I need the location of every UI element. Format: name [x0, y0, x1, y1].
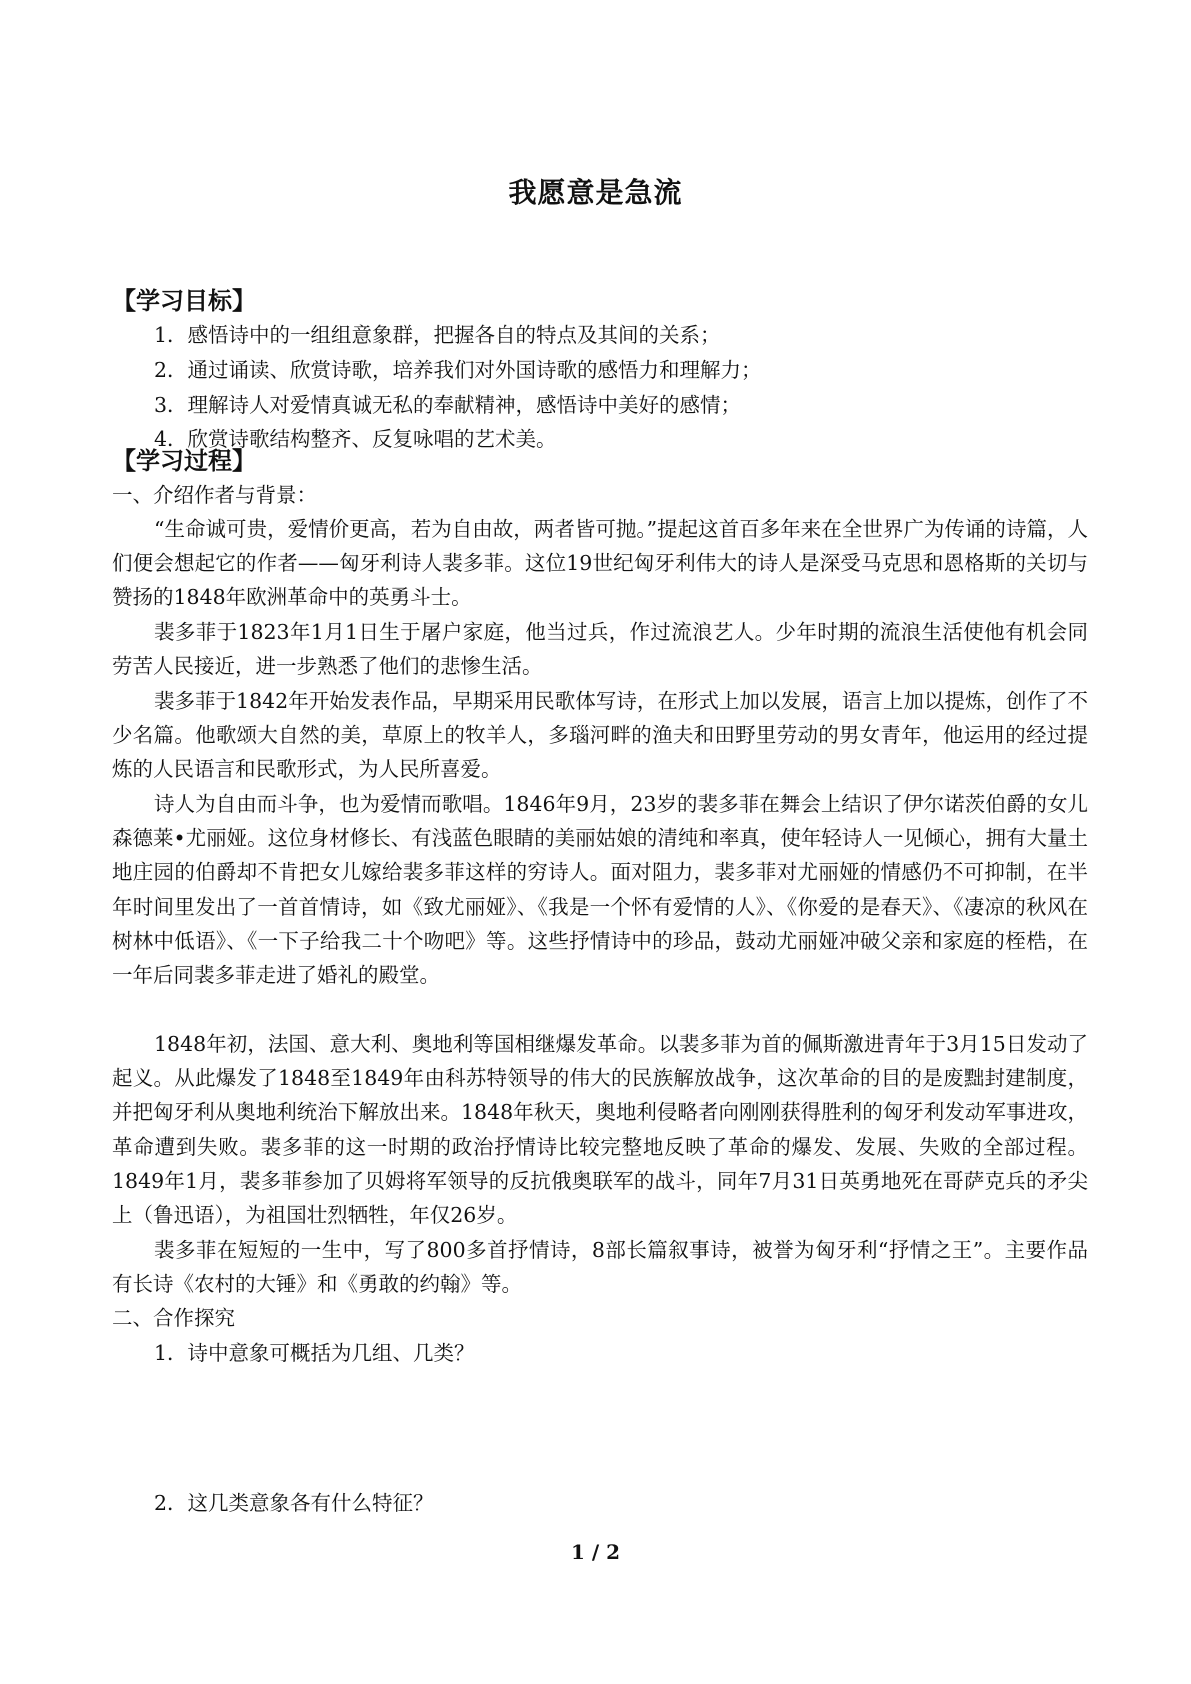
section-heading-explore: 二、合作探究: [112, 1306, 235, 1330]
question-item: 1．诗中意象可概括为几组、几类？: [154, 1341, 475, 1365]
paragraph: 1848年初，法国、意大利、奥地利等国相继爆发革命。以裴多菲为首的佩斯激进青年于3月15日发动了起义。从此爆发了1848至1849年由科苏特领导的伟大的民族解放战争，这次革命的目的是废黜封建制度，并把匈牙利从奥地利统治下解放出来。1848年秋天，奥地利侵略者向刚刚获得胜利的匈牙利发动军事进攻，革命遭到失败。裴多菲的这一时期的政治抒情诗比较完整地反映了革命的爆发、发展、失败的全部过程。1849年1月，裴多菲参加了贝姆将军领导的反抗俄奥联军的战斗，同年7月31日英勇地死在哥萨克兵的矛尖上（鲁迅语），为祖国壮烈牺牲，年仅26岁。: [112, 1032, 1088, 1228]
paragraph: 裴多菲于1823年1月1日生于屠户家庭，他当过兵，作过流浪艺人。少年时期的流浪生活使他有机会同劳苦人民接近，进一步熟悉了他们的悲惨生活。: [112, 620, 1088, 679]
goals-heading: 【学习目标】: [112, 287, 256, 315]
paragraph: 诗人为自由而斗争，也为爱情而歌唱。1846年9月，23岁的裴多菲在舞会上结识了伊尔诺茨伯爵的女儿森德莱•尤丽娅。这位身材修长、有浅蓝色眼睛的美丽姑娘的清纯和率真，使年轻诗人一见倾心，拥有大量土地庄园的伯爵却不肯把女儿嫁给裴多菲这样的穷诗人。面对阻力，裴多菲对尤丽娅的情感仍不可抑制，在半年时间里发出了一首首情诗，如《致尤丽娅》、《我是一个怀有爱情的人》、《你爱的是春天》、《凄凉的秋风在树林中低语》、《一下子给我二十个吻吧》等。这些抒情诗中的珍品，鼓动尤丽娅冲破父亲和家庭的桎梏，在一年后同裴多菲走进了婚礼的殿堂。: [112, 792, 1088, 988]
paragraph: 裴多菲于1842年开始发表作品，早期采用民歌体写诗，在形式上加以发展，语言上加以提炼，创作了不少名篇。他歌颂大自然的美，草原上的牧羊人，多瑙河畔的渔夫和田野里劳动的男女青年，他运用的经过提炼的人民语言和民歌形式，为人民所喜爱。: [112, 689, 1088, 782]
goal-item: 1．感悟诗中的一组组意象群，把握各自的特点及其间的关系；: [154, 323, 721, 347]
goal-item: 4．欣赏诗歌结构整齐、反复咏唱的艺术美。: [154, 427, 557, 451]
page-title: 我愿意是急流: [508, 176, 683, 209]
process-heading: 【学习过程】: [112, 447, 256, 475]
goal-item: 2．通过诵读、欣赏诗歌，培养我们对外国诗歌的感悟力和理解力；: [154, 358, 762, 382]
paragraph: 裴多菲在短短的一生中，写了800多首抒情诗，8部长篇叙事诗，被誉为匈牙利“抒情之王”。主要作品有长诗《农村的大锤》和《勇敢的约翰》等。: [112, 1238, 1088, 1297]
goal-item: 3．理解诗人对爱情真诚无私的奉献精神，感悟诗中美好的感情；: [154, 393, 742, 417]
question-item: 2．这几类意象各有什么特征？: [154, 1491, 434, 1515]
page-number: 1 / 2: [570, 1540, 621, 1564]
paragraph: “生命诚可贵，爱情价更高，若为自由故，两者皆可抛。”提起这首百多年来在全世界广为传诵的诗篇，人们便会想起它的作者——匈牙利诗人裴多菲。这位19世纪匈牙利伟大的诗人是深受马克思和恩格斯的关切与赞扬的1848年欧洲革命中的英勇斗士。: [112, 517, 1088, 610]
section-heading-intro: 一、介绍作者与背景：: [112, 483, 317, 507]
